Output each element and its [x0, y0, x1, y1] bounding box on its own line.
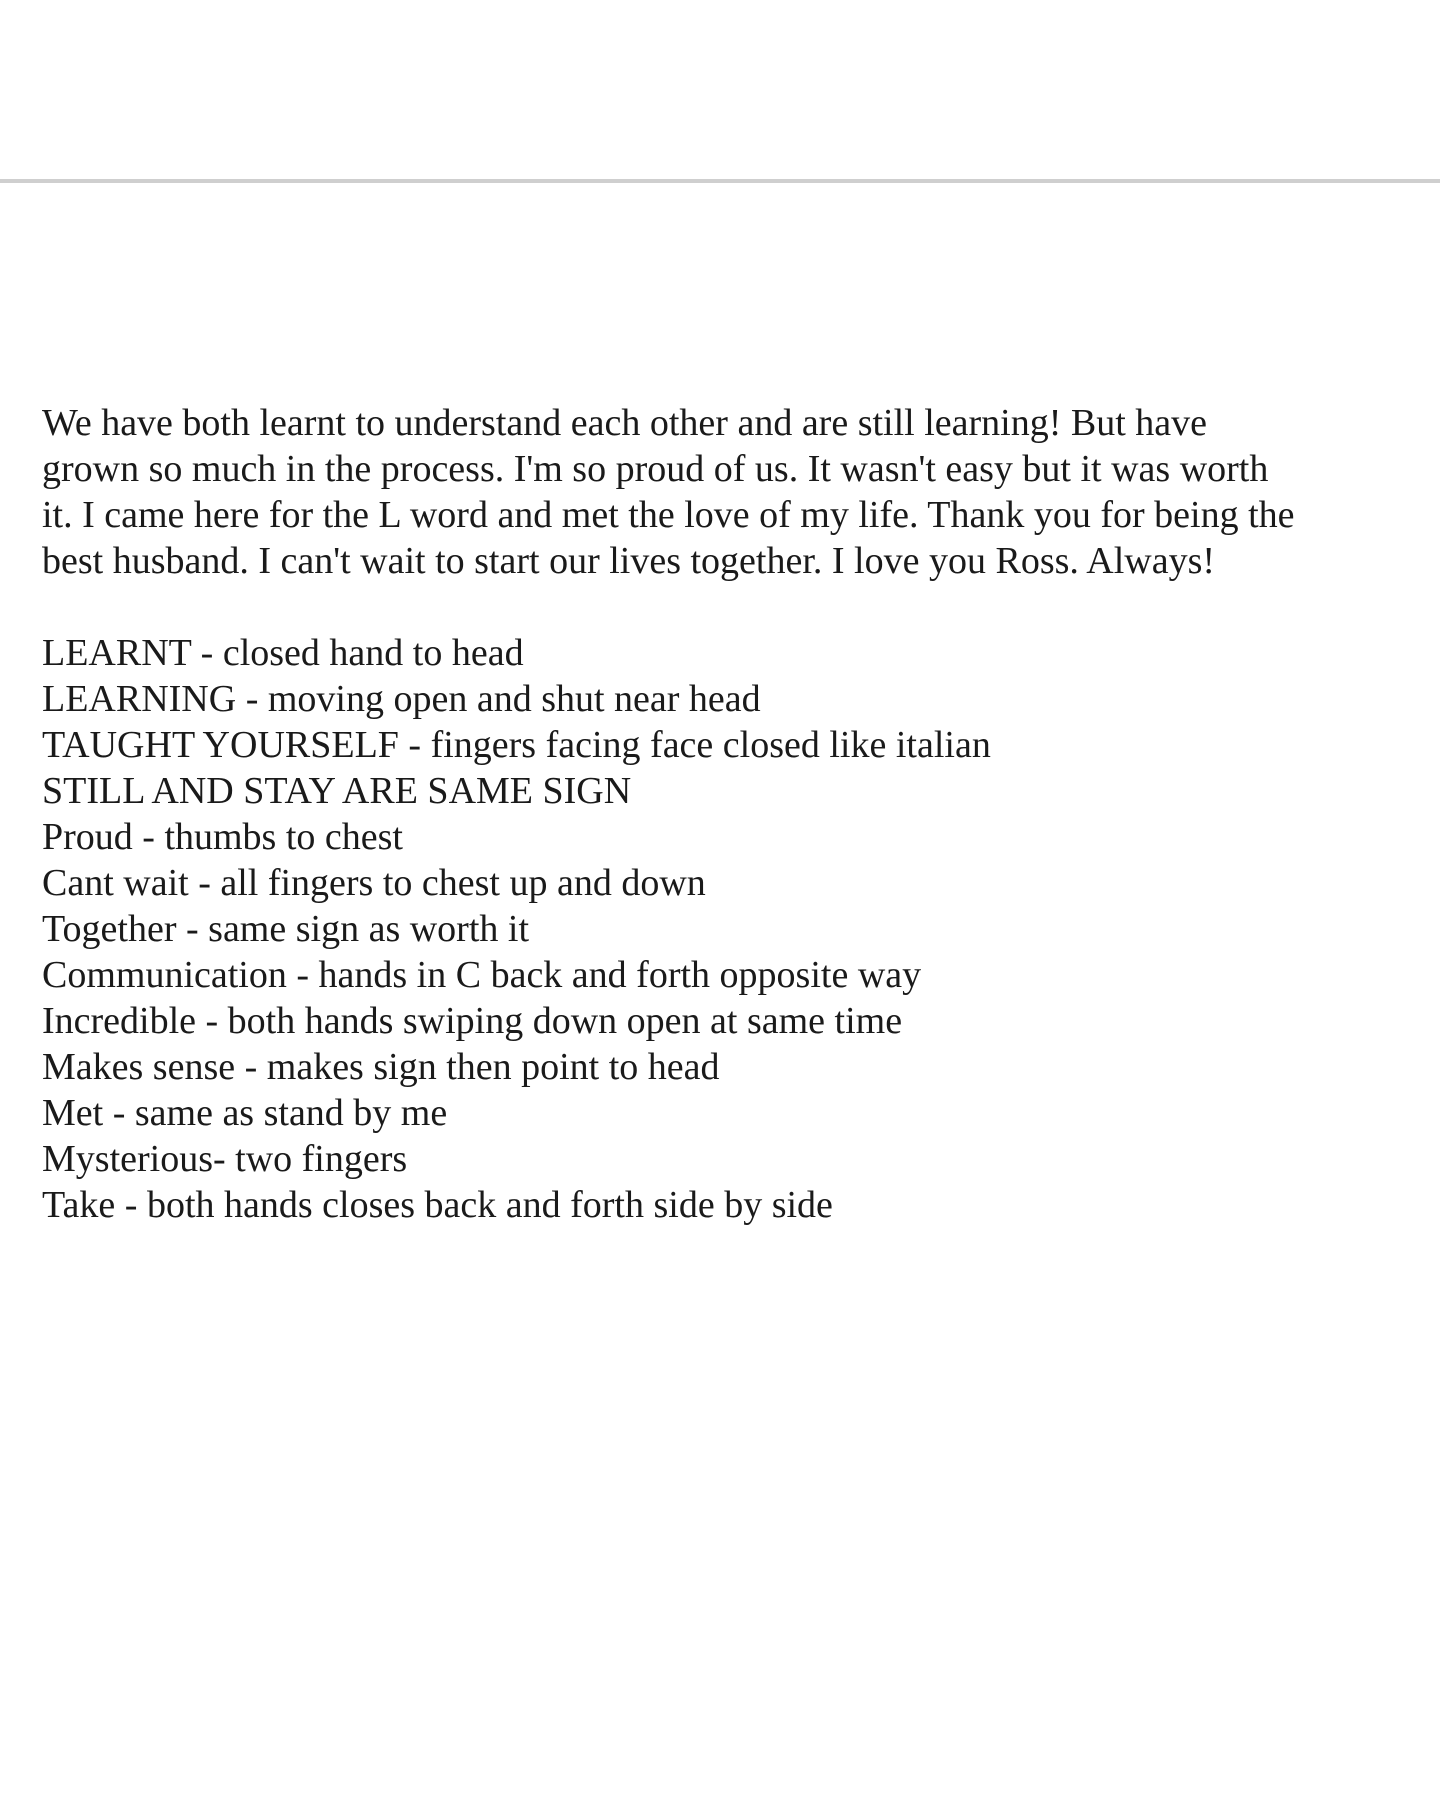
- list-item: Met - same as stand by me: [42, 1092, 448, 1134]
- document-body: [42, 400, 1422, 1228]
- paragraph-line: best husband. I can't wait to start our lives together. I love you Ross. Always!: [42, 540, 1216, 582]
- list-item: LEARNT - closed hand to head: [42, 632, 524, 674]
- list-item: Proud - thumbs to chest: [42, 816, 403, 858]
- list-item: Communication - hands in C back and forth opposite way: [42, 954, 922, 996]
- top-divider: [0, 179, 1440, 183]
- list-item: Mysterious- two fingers: [42, 1138, 408, 1180]
- list-item: STILL AND STAY ARE SAME SIGN: [42, 770, 632, 812]
- message-paragraph: [42, 400, 1422, 584]
- paragraph-line: We have both learnt to understand each other and are still learning! But have: [42, 402, 1208, 444]
- list-item: TAUGHT YOURSELF - fingers facing face closed like italian: [42, 724, 991, 766]
- list-item: Take - both hands closes back and forth side by side: [42, 1184, 833, 1226]
- list-item: Together - same sign as worth it: [42, 908, 530, 950]
- sign-glossary-list: [42, 630, 1422, 1228]
- list-item: Makes sense - makes sign then point to head: [42, 1046, 720, 1088]
- paragraph-line: grown so much in the process. I'm so proud of us. It wasn't easy but it was worth: [42, 448, 1269, 490]
- list-item: Cant wait - all fingers to chest up and down: [42, 862, 706, 904]
- paragraph-line: it. I came here for the L word and met the love of my life. Thank you for being the: [42, 494, 1295, 536]
- list-item: LEARNING - moving open and shut near head: [42, 678, 761, 720]
- list-item: Incredible - both hands swiping down open at same time: [42, 1000, 903, 1042]
